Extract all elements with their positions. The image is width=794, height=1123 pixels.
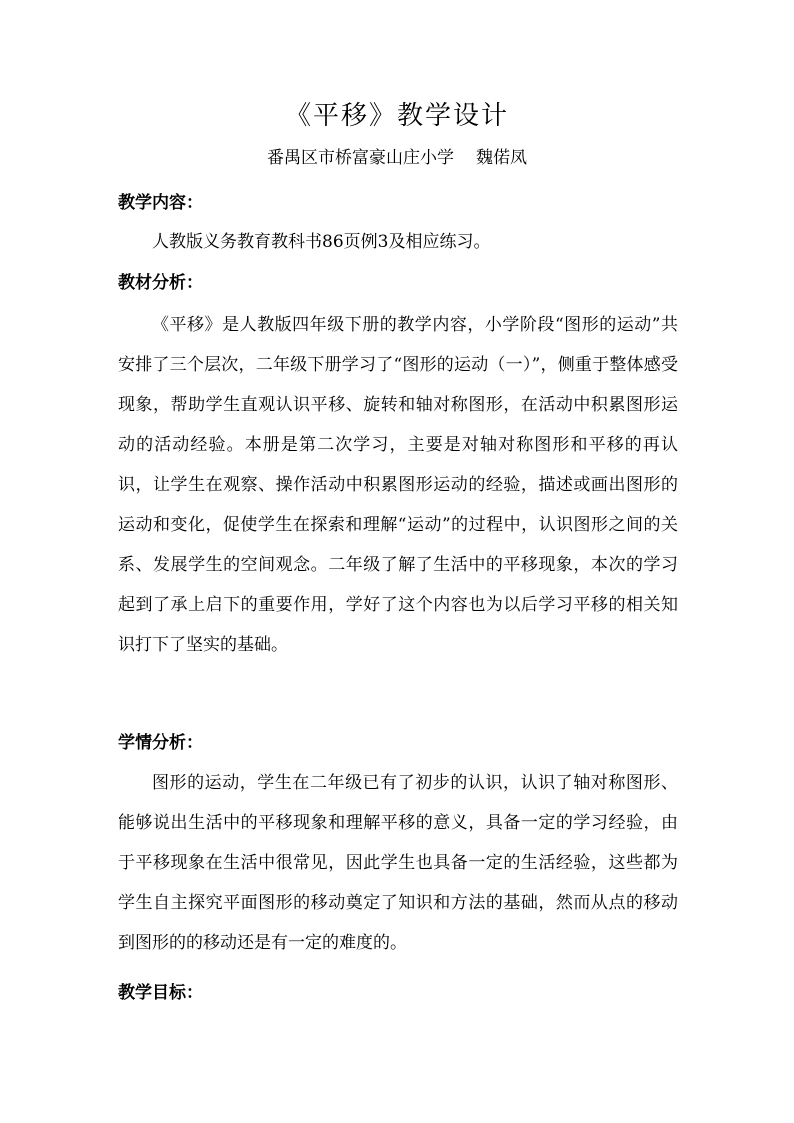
section-heading-teaching-goals: 教学目标： [118,983,203,1003]
author-school: 番禺区市桥富豪山庄小学 [267,148,454,168]
page-title: 《平移》教学设计 [284,101,509,131]
section-body-material-analysis: 《平移》是人教版四年级下册的教学内容，小学阶段“图形的运动”共安排了三个层次，二年级下册学习了“图形的运动（一）”，侧重于整体感受现象，帮助学生直观认识平移、旋转和轴对称图形，在活动中积累图形运动的活动经验。本册是第二次学习，主要是对轴对称图形和平移的再认识，让学生在观察、操作活动中积累图形运动的经验，描述或画出图形的运动和变化，促使学生在探索和理解“运动”的过程中，认识图形之间的关系、发展学生的空间观念。二年级了解了生活中的平移现象，本次的学习起到了承上启下的重要作用，学好了这个内容也为以后学习平移的相关知识打下了坚实的基础。 [118,315,678,655]
section-heading-student-analysis: 学情分析： [118,733,203,753]
section-heading-content: 教学内容： [118,193,203,213]
author-name: 魏偌凤 [476,148,527,168]
author-line [0,143,794,173]
section-body-content: 人教版义务教育教科书86页例3及相应练习。 [152,232,491,252]
section-body-student-analysis: 图形的运动，学生在二年级已有了初步的认识，认识了轴对称图形、能够说出生活中的平移现象和理解平移的意义，具备一定的学习经验，由于平移现象在生活中很常见，因此学生也具备一定的生活经验，这些都为学生自主探究平面图形的移动奠定了知识和方法的基础，然而从点的移动到图形的的移动还是有一定的难度的。 [118,773,678,953]
section-heading-material-analysis: 教材分析： [118,273,203,293]
